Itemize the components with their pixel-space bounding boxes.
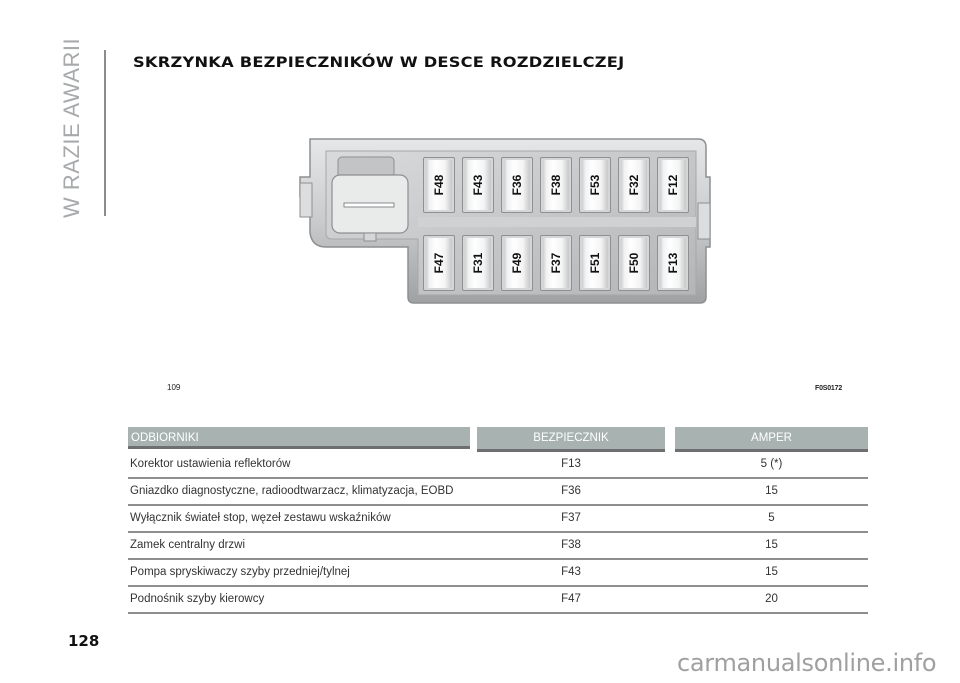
fuse-slot <box>540 235 572 291</box>
fuse-label: F48 <box>432 174 446 196</box>
amper-cell: 5 <box>768 512 775 524</box>
fuse-label: F13 <box>666 252 680 274</box>
amper-cell: 20 <box>765 593 778 605</box>
fuse-slot <box>540 157 572 213</box>
fuse-label: F50 <box>627 252 641 274</box>
table-row <box>128 587 868 614</box>
page-number: 128 <box>68 632 100 650</box>
fuse-slot <box>423 235 455 291</box>
fuse-slot <box>618 157 650 213</box>
amper-cell: 5 (*) <box>760 458 783 470</box>
watermark-link[interactable]: carmanualsonline.info <box>677 649 937 677</box>
fuse-cell: F13 <box>561 458 581 470</box>
fuse-cell: F43 <box>561 566 581 578</box>
fuse-slot <box>579 235 611 291</box>
consumer-cell: Zamek centralny drzwi <box>130 539 246 551</box>
table-row <box>128 533 868 560</box>
fuse-box-illustration <box>296 137 712 305</box>
fuse-label: F12 <box>666 174 680 196</box>
fuse-label: F32 <box>627 174 641 196</box>
fuse-label: F38 <box>549 174 563 196</box>
fuse-cell: F47 <box>561 593 581 605</box>
fuse-slot <box>501 235 533 291</box>
fuse-slot <box>423 157 455 213</box>
table-row <box>128 479 868 506</box>
consumer-cell: Pompa spryskiwaczy szyby przedniej/tylnej <box>130 566 350 578</box>
amper-cell: 15 <box>765 485 778 497</box>
fuse-label: F31 <box>471 252 485 274</box>
fuse-slot <box>462 157 494 213</box>
consumer-cell: Podnośnik szyby kierowcy <box>130 593 265 605</box>
fuse-slot <box>579 157 611 213</box>
table-row <box>128 506 868 533</box>
fuse-slot <box>657 235 689 291</box>
fuse-slot <box>501 157 533 213</box>
amper-cell: 15 <box>765 566 778 578</box>
fuse-label: F37 <box>549 252 563 274</box>
fuse-label: F49 <box>510 252 524 274</box>
consumer-cell: Gniazdko diagnostyczne, radioodtwarzacz, klimatyzacja, EOBD <box>130 485 454 497</box>
fuse-cell: F38 <box>561 539 581 551</box>
table-row <box>128 452 868 479</box>
fuse-label: F36 <box>510 174 524 196</box>
figure-number: 109 <box>167 383 181 392</box>
column-header-amper: AMPER <box>675 427 868 452</box>
fuse-cell: F36 <box>561 485 581 497</box>
fuse-slot <box>618 235 650 291</box>
column-header-consumers: ODBIORNIKI <box>128 427 470 449</box>
table-body <box>128 452 868 614</box>
fuse-slot <box>657 157 689 213</box>
table-header <box>128 427 868 449</box>
consumer-cell: Wyłącznik świateł stop, węzeł zestawu wskaźników <box>130 512 391 524</box>
page-title: SKRZYNKA BEZPIECZNIKÓW W DESCE ROZDZIELCZEJ <box>133 55 625 71</box>
amper-cell: 15 <box>765 539 778 551</box>
consumer-cell: Korektor ustawienia reflektorów <box>130 458 291 470</box>
section-side-tab <box>52 37 92 218</box>
fuse-label: F53 <box>588 174 602 196</box>
table-row <box>128 560 868 587</box>
side-divider <box>104 50 106 216</box>
fuse-cell: F37 <box>561 512 581 524</box>
fuse-table <box>128 427 868 605</box>
fuse-label: F51 <box>588 252 602 274</box>
figure-code: F0S0172 <box>815 385 843 392</box>
fuse-label: F47 <box>432 252 446 274</box>
column-header-fuse: BEZPIECZNIK <box>477 427 665 452</box>
fuse-label: F43 <box>471 174 485 196</box>
fuse-slot <box>462 235 494 291</box>
section-side-label: W RAZIE AWARII <box>59 37 84 218</box>
